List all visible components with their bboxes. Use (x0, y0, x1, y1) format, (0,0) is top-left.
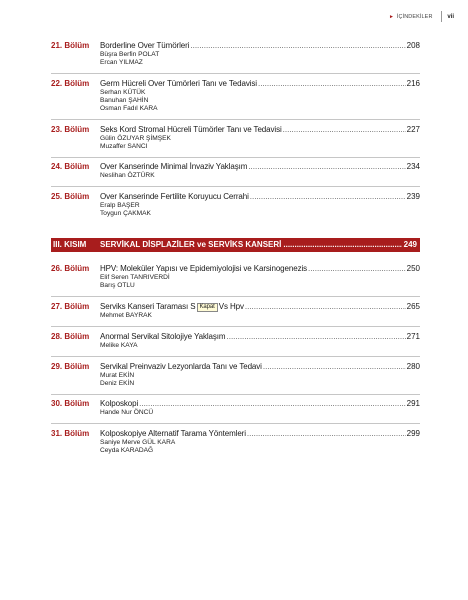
dot-leader (263, 362, 406, 372)
chapter-page: 216 (406, 78, 420, 88)
chapter-author: Neslihan ÖZTÜRK (100, 172, 155, 180)
toc-entry[interactable] (51, 125, 420, 151)
chapter-page: 271 (406, 331, 420, 341)
dot-leader (283, 125, 406, 135)
chapter-author: Eralp BAŞER (100, 202, 140, 210)
chapter-author: Muzaffer SANCI (100, 142, 148, 150)
toc-entry[interactable] (51, 41, 420, 67)
chapter-author: Büşra Berfin POLAT (100, 51, 160, 58)
chapter-number: 31. Bölüm (51, 429, 90, 439)
entry-body (100, 79, 420, 113)
close-tooltip[interactable]: Kapat (197, 303, 218, 312)
chapter-author: Murat EKİN (100, 371, 135, 379)
chapter-title: Anormal Servikal Sitolojiye Yaklaşım (100, 331, 226, 341)
entry-body (100, 399, 420, 417)
header-divider (441, 11, 442, 22)
chapter-author: Banuhan ŞAHİN (100, 96, 149, 104)
entry-divider (51, 73, 420, 74)
triangle-right-icon: ► (388, 13, 394, 20)
chapter-title-line[interactable] (100, 429, 420, 439)
chapter-page: 299 (406, 429, 420, 439)
chapter-author: Deniz EKİN (100, 379, 135, 387)
entry-body (100, 125, 420, 151)
chapter-title-line[interactable] (100, 399, 420, 409)
toc-entry[interactable] (51, 332, 420, 350)
section-header-bar[interactable] (51, 238, 420, 252)
entry-body (100, 41, 420, 67)
chapter-page: 208 (406, 41, 420, 50)
chapter-title-line[interactable] (100, 332, 420, 342)
chapter-title: Kolposkopi (100, 399, 139, 409)
chapter-title (100, 302, 244, 312)
entry-divider (51, 186, 420, 187)
chapter-title-part: Serviks Kanseri Taraması S (100, 301, 196, 311)
chapter-author: Melike KAYA (100, 341, 138, 349)
chapter-number: 26. Bölüm (51, 264, 90, 274)
toc-entry[interactable] (51, 264, 420, 290)
page-header (389, 11, 454, 22)
chapter-title: Seks Kord Stromal Hücreli Tümörler Tanı ve Tedavisi (100, 124, 282, 134)
chapter-author: Osman Fadıl KARA (100, 104, 158, 112)
chapter-number: 27. Bölüm (51, 301, 90, 311)
chapter-author: Saniye Merve GÜL KARA (100, 439, 176, 447)
entry-divider (51, 356, 420, 357)
entry-body (100, 192, 420, 218)
chapter-title-line[interactable] (100, 264, 420, 274)
dot-leader (248, 162, 405, 172)
chapter-page: 234 (406, 162, 420, 172)
chapter-title-line[interactable] (100, 162, 420, 172)
chapter-title: Over Kanserinde Minimal İnvaziv Yaklaşım (100, 162, 248, 172)
entry-body (100, 332, 420, 350)
chapter-author: Toygun ÇAKMAK (100, 210, 151, 218)
chapter-title-part: Vs Hpv (218, 301, 244, 311)
chapter-number: 30. Bölüm (51, 399, 90, 409)
dot-leader (308, 264, 406, 274)
chapter-title-line[interactable] (100, 192, 420, 202)
chapter-author: Serhan KÜTÜK (100, 88, 146, 96)
chapter-page: 250 (406, 264, 420, 274)
chapter-author: Barış OTLU (100, 282, 135, 290)
chapter-page: 280 (406, 361, 420, 371)
chapter-title-line[interactable] (100, 41, 420, 51)
dot-leader (247, 429, 406, 439)
chapter-number: 23. Bölüm (51, 124, 90, 134)
toc-entry[interactable] (51, 399, 420, 417)
entry-body (100, 302, 420, 320)
entry-body (100, 264, 420, 290)
chapter-author: Ercan YILMAZ (100, 59, 143, 66)
chapter-page: 239 (406, 192, 420, 202)
toc-entry[interactable] (51, 362, 420, 388)
chapter-title: Over Kanserinde Fertilite Koruyucu Cerrahi (100, 192, 249, 202)
chapter-number: 22. Bölüm (51, 78, 90, 88)
entry-divider (51, 423, 420, 424)
chapter-number: 29. Bölüm (51, 361, 90, 371)
chapter-title-line[interactable] (100, 125, 420, 135)
section-page: 249 (403, 240, 417, 250)
chapter-title: Germ Hücreli Over Tümörleri Tanı ve Tedavisi (100, 78, 257, 88)
chapter-title-line[interactable] (100, 79, 420, 89)
section-title: SERVİKAL DİSPLAZİLER ve SERVİKS KANSERİ (100, 240, 282, 250)
dot-leader (139, 399, 406, 409)
section-label: III. KISIM (53, 240, 87, 250)
dot-leader (258, 79, 406, 89)
toc-entry[interactable] (51, 79, 420, 113)
toc-content (51, 41, 420, 455)
chapter-title: Kolposkopiye Alternatif Tarama Yöntemleri (100, 429, 246, 439)
entry-body (100, 429, 420, 455)
chapter-title: Servikal Preinvaziv Lezyonlarda Tanı ve Tedavi (100, 361, 262, 371)
entry-divider (51, 326, 420, 327)
dot-leader (190, 41, 405, 51)
chapter-page: 291 (406, 399, 420, 409)
chapter-number: 21. Bölüm (51, 41, 90, 50)
toc-entry[interactable] (51, 192, 420, 218)
header-page-number: vii (447, 13, 454, 20)
entry-divider (51, 296, 420, 297)
dot-leader (250, 192, 406, 202)
entry-body (100, 162, 420, 180)
toc-entry[interactable] (51, 302, 420, 320)
chapter-page: 265 (406, 301, 420, 311)
chapter-number: 25. Bölüm (51, 192, 90, 202)
entry-divider (51, 394, 420, 395)
dot-leader (227, 332, 406, 342)
chapter-number: 24. Bölüm (51, 162, 90, 172)
header-section-title: İÇİNDEKİLER (396, 13, 433, 20)
chapter-title-line[interactable] (100, 302, 420, 312)
chapter-page: 227 (406, 124, 420, 134)
entry-body (100, 362, 420, 388)
chapter-author: Mehmet BAYRAK (100, 311, 152, 319)
chapter-number: 28. Bölüm (51, 331, 90, 341)
chapter-title: Borderline Over Tümörleri (100, 41, 190, 50)
entry-divider (51, 119, 420, 120)
toc-entry[interactable] (51, 162, 420, 180)
dot-leader (245, 302, 406, 312)
dot-leader (283, 238, 401, 252)
toc-entry[interactable] (51, 429, 420, 455)
chapter-author: Elif Seren TANRIVERDİ (100, 274, 170, 282)
chapter-title-line[interactable] (100, 362, 420, 372)
chapter-title: HPV: Moleküler Yapısı ve Epidemiyolojisi ve Karsinogenezis (100, 264, 308, 274)
chapter-author: Hande Nur ÖNCÜ (100, 409, 154, 417)
chapter-author: Ceyda KARADAĞ (100, 447, 154, 455)
chapter-author: Gülin ÖZUYAR ŞİMŞEK (100, 134, 171, 142)
entry-divider (51, 157, 420, 158)
